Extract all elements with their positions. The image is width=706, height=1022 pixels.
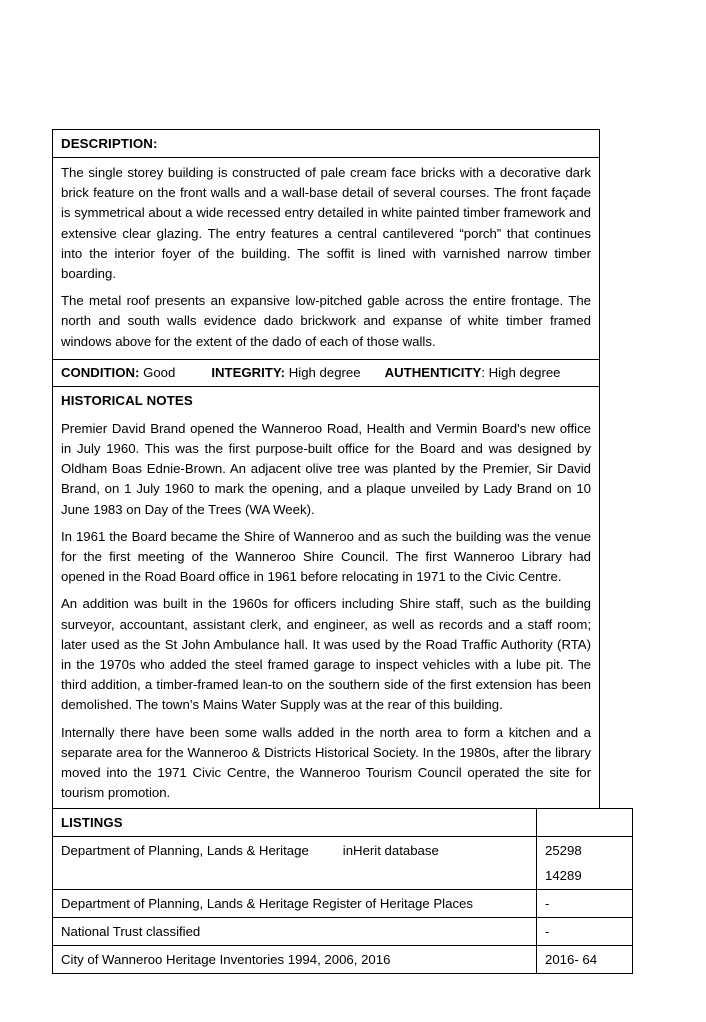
listing-name: City of Wanneroo Heritage Inventories 1994, 2006, 2016 <box>53 946 537 974</box>
condition-label: CONDITION: <box>61 364 140 380</box>
table-row <box>53 837 633 890</box>
authenticity-label: AUTHENTICITY <box>384 364 482 380</box>
integrity-value: High degree <box>288 364 361 380</box>
listing-name-secondary: inHerit database <box>342 843 439 858</box>
description-body <box>53 158 599 360</box>
listing-name: National Trust classified <box>53 918 537 946</box>
listings-table <box>52 808 633 974</box>
listing-reference: - <box>537 918 633 946</box>
listing-reference-secondary: 14289 <box>545 868 582 883</box>
description-paragraph: The single storey building is constructed of pale cream face bricks with a decorative dark brick feature on the front walls and a wall-base detail of several courses. The front façade is symmetrical about a wide recessed entry detailed in white painted timber framework and extensive clear glazing. The entry features a central cantilevered “porch” that continues into the interior foyer of the building. The soffit is lined with varnished narrow timber boarding. <box>61 165 591 282</box>
table-row <box>53 918 633 946</box>
historical-notes-body <box>53 414 599 811</box>
integrity-label: INTEGRITY: <box>211 364 286 380</box>
listing-reference: 2016- 64 <box>537 946 633 974</box>
description-heading: DESCRIPTION: <box>53 130 599 158</box>
historical-paragraph: An addition was built in the 1960s for officers including Shire staff, such as the building surveyor, accountant, assistant clerk, and engineer, as well as records and a staff room; later used as the St John Ambulance hall. It was used by the Road Traffic Authority (RTA) in the 1970s who added the steel framed garage to inspect vehicles with a lube pit. The third addition, a timber-framed lean-to on the southern side of the first extension has been demolished. The town’s Mains Water Supply was at the rear of this building. <box>61 596 591 713</box>
listings-heading: LISTINGS <box>53 809 537 837</box>
listing-name: Department of Planning, Lands & Heritage Register of Heritage Places <box>53 890 537 918</box>
listing-reference <box>537 837 633 890</box>
listings-heading-ref <box>537 809 633 837</box>
heritage-record-table <box>52 129 600 811</box>
listing-reference: - <box>537 890 633 918</box>
listing-reference-primary: 25298 <box>545 843 582 858</box>
condition-value: Good <box>143 364 176 380</box>
table-row <box>53 890 633 918</box>
description-paragraph: The metal roof presents an expansive low-pitched gable across the entire frontage. The north and south walls evidence dado brickwork and expanse of white timber framed windows above for the extent of the dado of each of those walls. <box>61 293 591 349</box>
historical-paragraph: Premier David Brand opened the Wanneroo Road, Health and Vermin Board's new office in July 1960. This was the first purpose-built office for the Board and was designed by Oldham Boas Ednie-Brown. An adjacent olive tree was planted by the Premier, Sir David Brand, on 1 July 1960 to mark the opening, and a plaque unveiled by Lady Brand on 10 June 1983 on Day of the Trees (WA Week). <box>61 420 591 517</box>
table-row-header <box>53 809 633 837</box>
authenticity-value: : High degree <box>481 364 561 380</box>
listing-name-primary: Department of Planning, Lands & Heritage <box>61 843 309 858</box>
table-row <box>53 946 633 974</box>
condition-status-row <box>53 360 599 387</box>
listing-name <box>53 837 537 890</box>
historical-notes-heading: HISTORICAL NOTES <box>61 392 193 408</box>
historical-paragraph: Internally there have been some walls added in the north area to form a kitchen and a separate area for the Wanneroo & Districts Historical Society. In the 1980s, after the library moved into the 1971 Civic Centre, the Wanneroo Tourism Council operated the site for tourism promotion. <box>61 724 591 801</box>
historical-paragraph: In 1961 the Board became the Shire of Wanneroo and as such the building was the venue for the first meeting of the Wanneroo Shire Council. The first Wanneroo Library had opened in the Road Board office in 1961 before relocating in 1971 to the Civic Centre. <box>61 528 591 585</box>
